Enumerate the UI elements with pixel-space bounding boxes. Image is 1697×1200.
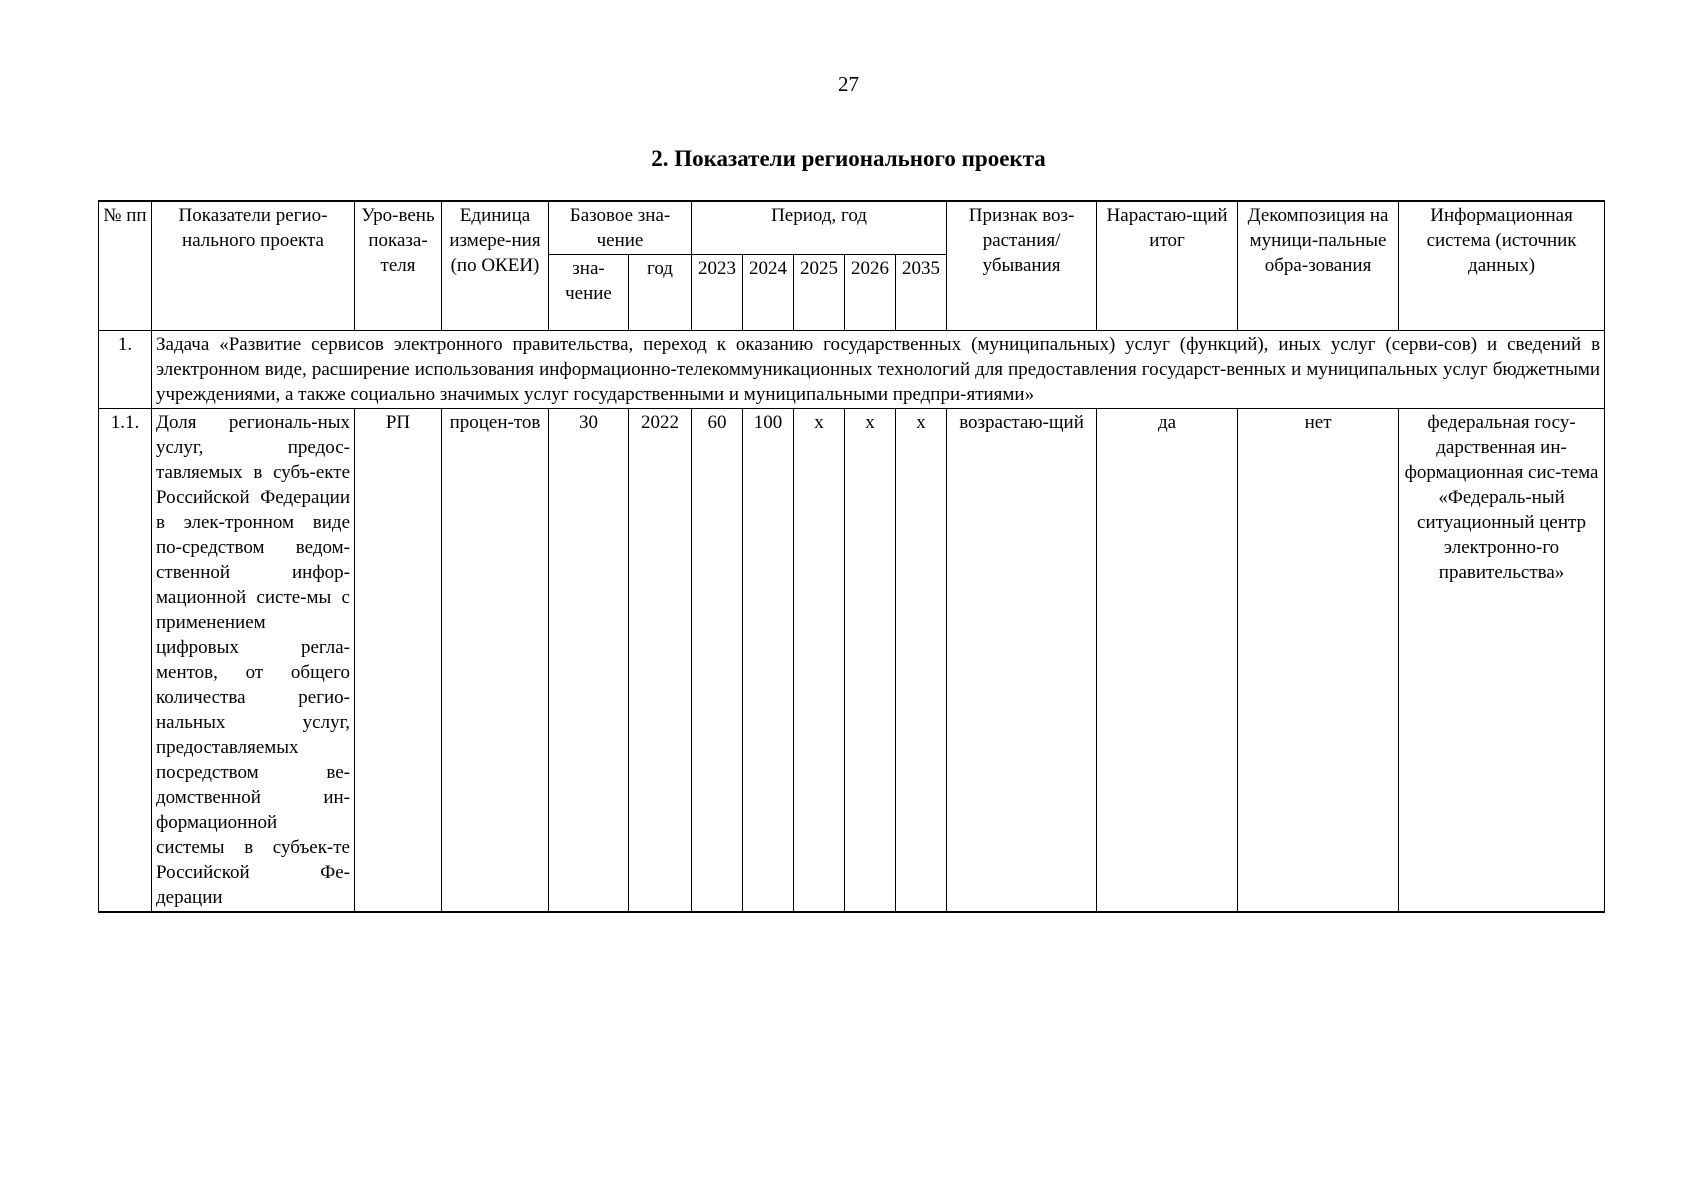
indicator-trend: возрастаю-щий bbox=[947, 409, 1097, 913]
header-trend: Признак воз-растания/ убывания bbox=[947, 201, 1097, 331]
indicator-name: Доля региональ-ных услуг, предос-тавляемых в субъ-екте Российской Федерации в элек-тронном виде по-средством ведом-ственной инфор-мационной систе-мы с применением цифровых регла-ментов, от общего количества регио-нальных услуг, предоставляемых посредством ве-домственной ин-формационной системы в субъек-те Российской Фе-дерации bbox=[152, 409, 355, 913]
header-unit: Единица измере-ния (по ОКЕИ) bbox=[442, 201, 549, 331]
indicator-base-value: 30 bbox=[549, 409, 629, 913]
task-num: 1. bbox=[99, 331, 152, 409]
indicator-value-2025: х bbox=[794, 409, 845, 913]
indicator-row bbox=[99, 409, 1605, 913]
header-base-year: год bbox=[629, 255, 692, 331]
header-indicator: Показатели регио-нального проекта bbox=[152, 201, 355, 331]
header-year-2023: 2023 bbox=[692, 255, 743, 331]
header-decomposition: Декомпозиция на муници-пальные обра-зования bbox=[1238, 201, 1399, 331]
header-level: Уро-вень показа-теля bbox=[355, 201, 442, 331]
indicator-cumulative: да bbox=[1097, 409, 1238, 913]
header-year-2026: 2026 bbox=[845, 255, 896, 331]
header-base: Базовое зна-чение bbox=[549, 201, 692, 255]
indicator-level: РП bbox=[355, 409, 442, 913]
indicator-base-year: 2022 bbox=[629, 409, 692, 913]
header-row-1 bbox=[99, 201, 1605, 255]
indicator-value-2035: х bbox=[896, 409, 947, 913]
indicator-value-2024: 100 bbox=[743, 409, 794, 913]
header-cumulative: Нарастаю-щий итог bbox=[1097, 201, 1238, 331]
header-year-2035: 2035 bbox=[896, 255, 947, 331]
indicator-decomposition: нет bbox=[1238, 409, 1399, 913]
indicators-table bbox=[98, 200, 1605, 913]
indicator-num: 1.1. bbox=[99, 409, 152, 913]
indicator-unit: процен-тов bbox=[442, 409, 549, 913]
header-year-2025: 2025 bbox=[794, 255, 845, 331]
header-num: № пп bbox=[99, 201, 152, 331]
header-base-value: зна-чение bbox=[549, 255, 629, 331]
indicator-value-2023: 60 bbox=[692, 409, 743, 913]
indicator-info-system: федеральная госу-дарственная ин-формационная сис-тема «Федераль-ный ситуационный центр электронно-го правительства» bbox=[1399, 409, 1605, 913]
page-number: 27 bbox=[838, 72, 859, 96]
header-year-2024: 2024 bbox=[743, 255, 794, 331]
header-period: Период, год bbox=[692, 201, 947, 255]
section-title: 2. Показатели регионального проекта bbox=[651, 146, 1046, 171]
indicator-value-2026: х bbox=[845, 409, 896, 913]
task-row bbox=[99, 331, 1605, 409]
task-text: Задача «Развитие сервисов электронного правительства, переход к оказанию государственных (муниципальных) услуг (функций), иных услуг (серви-сов) и сведений в электронном виде, расширение использования информационно-телекоммуникационных технологий для предоставления государст-венных и муниципальных услуг бюджетными учреждениями, а также социально значимых услуг государственными и муниципальными предпри-ятиями» bbox=[152, 331, 1605, 409]
header-info-system: Информационная система (источник данных) bbox=[1399, 201, 1605, 331]
